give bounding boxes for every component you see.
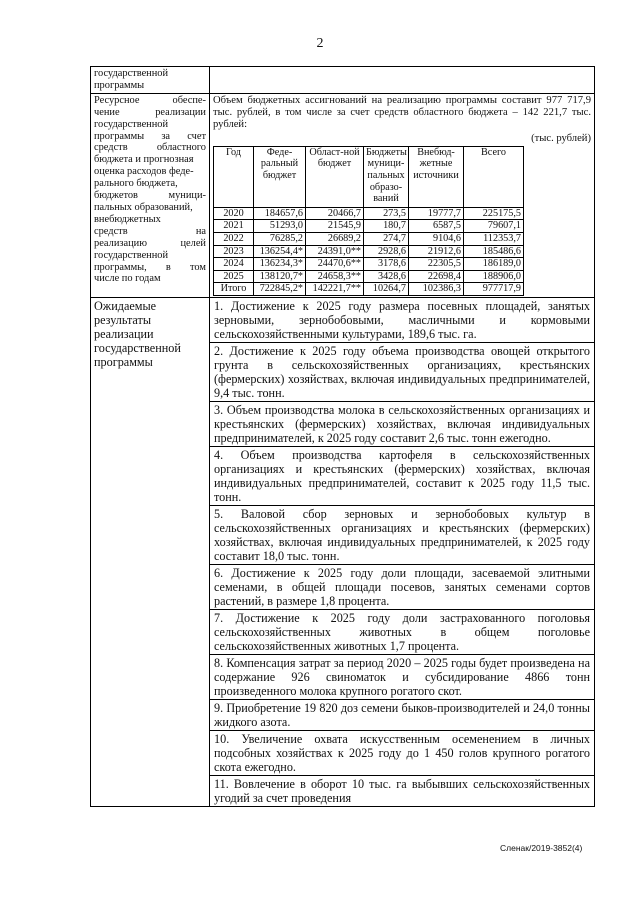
resources-label-line: оценка расходов феде-: [94, 166, 194, 178]
financing-table: [213, 146, 524, 296]
cell-total: 188906,0: [464, 270, 524, 283]
result-item: 1. Достижение к 2025 году размера посевных площадей, занятых зерновыми, зернобобовыми, масличными и кормовыми сельскохозяйственными культурами, 189,6 тыс. га.: [210, 298, 594, 343]
result-item: 2. Достижение к 2025 году объема производства овощей открытого грунта в сельскохозяйственных организациях, крестьянских (фермерских) хозяйствах, включая индивидуальных предпринимателей, 9,4 тыс. тонн.: [210, 343, 594, 402]
cell-year: 2020: [214, 207, 254, 220]
units-label: (тыс. рублей): [531, 132, 591, 144]
cell-year: 2023: [214, 245, 254, 258]
cell-year: 2025: [214, 270, 254, 283]
cell-municipal: 3428,6: [364, 270, 409, 283]
cell-extrabudget: 102386,3: [409, 283, 464, 296]
cell-regional: 21545,9: [306, 220, 364, 233]
resources-label: [91, 93, 210, 297]
cell-year: 2021: [214, 220, 254, 233]
table-row: [214, 220, 524, 233]
results-label-line: Ожидаемые: [94, 298, 157, 313]
cell-regional: 20466,7: [306, 207, 364, 220]
results-content: [210, 297, 595, 806]
resources-label-line: пальных образований,: [94, 201, 193, 213]
passport-table: [90, 66, 595, 807]
cell-federal: 136254,4*: [254, 245, 306, 258]
resources-text: Объем бюджетных ассигнований на реализацию программы составит 977 717,9 тыс. рублей, в том числе за счет средств областного бюджета – 142 221,7 тыс. рублей:: [213, 94, 591, 130]
cell-regional: 24391,0**: [306, 245, 364, 258]
results-label-line: государственной: [94, 340, 181, 355]
resources-label-line: программы, в том: [94, 261, 206, 273]
result-item: 11. Вовлечение в оборот 10 тыс. га выбывших сельскохозяйственных угодий за счет проведения: [214, 776, 590, 805]
resources-label-line: бюджета и прогнозная: [94, 154, 194, 166]
cell-municipal: 10264,7: [364, 283, 409, 296]
cell-federal: 184657,6: [254, 207, 306, 220]
result-item: 7. Достижение к 2025 году доли застрахованного поголовья сельскохозяйственных животных в общем поголовье сельскохозяйственных животных 1,7 процента.: [210, 610, 594, 655]
cell-total: 112353,7: [464, 233, 524, 246]
cell-municipal: 3178,6: [364, 258, 409, 271]
page-number: 2: [316, 36, 324, 51]
cell-year: Итого: [214, 283, 254, 296]
resources-label-line: рального бюджета,: [94, 178, 178, 190]
row-program-label: [91, 67, 210, 94]
cell-extrabudget: 6587,5: [409, 220, 464, 233]
results-label-line: результаты: [94, 312, 152, 327]
table-row: [214, 258, 524, 271]
cell-extrabudget: 21912,6: [409, 245, 464, 258]
row-program: [91, 67, 595, 94]
cell-municipal: 274,7: [364, 233, 409, 246]
resources-label-line: Ресурсное обеспе-: [94, 94, 206, 106]
col-header-extrabudget: Внебюд-жетные источники: [409, 146, 464, 207]
resources-content: [210, 93, 595, 297]
resources-label-line: бюджетов муници-: [94, 190, 206, 202]
table-row-total: [214, 283, 524, 296]
cell-extrabudget: 19777,7: [409, 207, 464, 220]
col-header-regional: Област-ной бюджет: [306, 146, 364, 207]
cell-total: 977717,9: [464, 283, 524, 296]
cell-municipal: 2928,6: [364, 245, 409, 258]
cell-regional: 26689,2: [306, 233, 364, 246]
cell-year: 2024: [214, 258, 254, 271]
row-program-label-text: государственной программы: [94, 68, 169, 91]
col-header-year: Год: [214, 146, 254, 207]
resources-label-line: средств на: [94, 225, 206, 237]
col-header-federal: Феде-ральный бюджет: [254, 146, 306, 207]
cell-total: 185486,6: [464, 245, 524, 258]
cell-municipal: 180,7: [364, 220, 409, 233]
cell-total: 225175,5: [464, 207, 524, 220]
cell-municipal: 273,5: [364, 207, 409, 220]
row-resources: [91, 93, 595, 297]
col-header-total: Всего: [464, 146, 524, 207]
result-item: 6. Достижение к 2025 году доли площади, засеваемой элитными семенами, в общей площади посевов, занятых семенами сортов растений, в размере 1,8 процента.: [210, 565, 594, 610]
table-row: [214, 207, 524, 220]
row-results: [91, 297, 595, 806]
cell-federal: 722845,2*: [254, 283, 306, 296]
cell-federal: 51293,0: [254, 220, 306, 233]
result-item: 9. Приобретение 19 820 доз семени быков-производителей и 24,0 тонны жидкого азота.: [210, 700, 594, 731]
result-item: 5. Валовой сбор зерновых и зернобобовых культур в сельскохозяйственных организациях и крестьянских (фермерских) хозяйствах, включая индивидуальных предпринимателей, к 2025 году составит 18,0 тыс. тонн.: [210, 506, 594, 565]
col-header-municipal: Бюджеты муници-пальных образо-ваний: [364, 146, 409, 207]
cell-regional: 142221,7**: [306, 283, 364, 296]
resources-label-line: числе по годам: [94, 273, 161, 285]
resources-label-line: внебюджетных: [94, 213, 161, 225]
resources-label-line: реализацию целей: [94, 237, 206, 249]
resources-label-line: чение реализации: [94, 106, 206, 118]
results-label-line: реализации: [94, 326, 154, 341]
cell-federal: 138120,7*: [254, 270, 306, 283]
result-item: 10. Увеличение охвата искусственным осеменением в личных подсобных хозяйствах к 2025 году до 1 450 голов крупного рогатого скота ежегодно.: [210, 731, 594, 776]
results-label: [91, 297, 210, 806]
row-program-value: [210, 67, 595, 94]
result-item: 8. Компенсация затрат за период 2020 – 2025 годы будет произведена на содержание 926 свиноматок и субсидирование 4866 тонн произведенного молока крупного рогатого скот.: [210, 655, 594, 700]
resources-label-line: государственной: [94, 118, 169, 130]
result-item: 4. Объем производства картофеля в сельскохозяйственных организациях и крестьянских (фермерских) хозяйствах, включая индивидуальных предпринимателей, составит к 2025 году 11,5 тыс. тонн.: [210, 447, 594, 506]
table-row: [214, 233, 524, 246]
table-row: [214, 245, 524, 258]
resources-label-line: государственной: [94, 249, 169, 261]
financing-header-row: [214, 146, 524, 207]
cell-year: 2022: [214, 233, 254, 246]
cell-regional: 24658,3**: [306, 270, 364, 283]
cell-extrabudget: 9104,6: [409, 233, 464, 246]
cell-regional: 24470,6**: [306, 258, 364, 271]
cell-federal: 76285,2: [254, 233, 306, 246]
cell-extrabudget: 22305,5: [409, 258, 464, 271]
cell-total: 186189,0: [464, 258, 524, 271]
resources-label-line: средств областного: [94, 142, 206, 154]
footer-code: Сленак/2019-3852(4): [500, 843, 583, 853]
results-label-line: программы: [94, 354, 153, 369]
cell-total: 79607,1: [464, 220, 524, 233]
result-item: 3. Объем производства молока в сельскохозяйственных организациях и крестьянских (фермерских) хозяйствах, включая индивидуальных предпринимателей, к 2025 году составит 2,6 тыс. тонн ежегодно.: [210, 402, 594, 447]
cell-federal: 136234,3*: [254, 258, 306, 271]
resources-label-line: программы за счет: [94, 130, 206, 142]
table-row: [214, 270, 524, 283]
cell-extrabudget: 22698,4: [409, 270, 464, 283]
